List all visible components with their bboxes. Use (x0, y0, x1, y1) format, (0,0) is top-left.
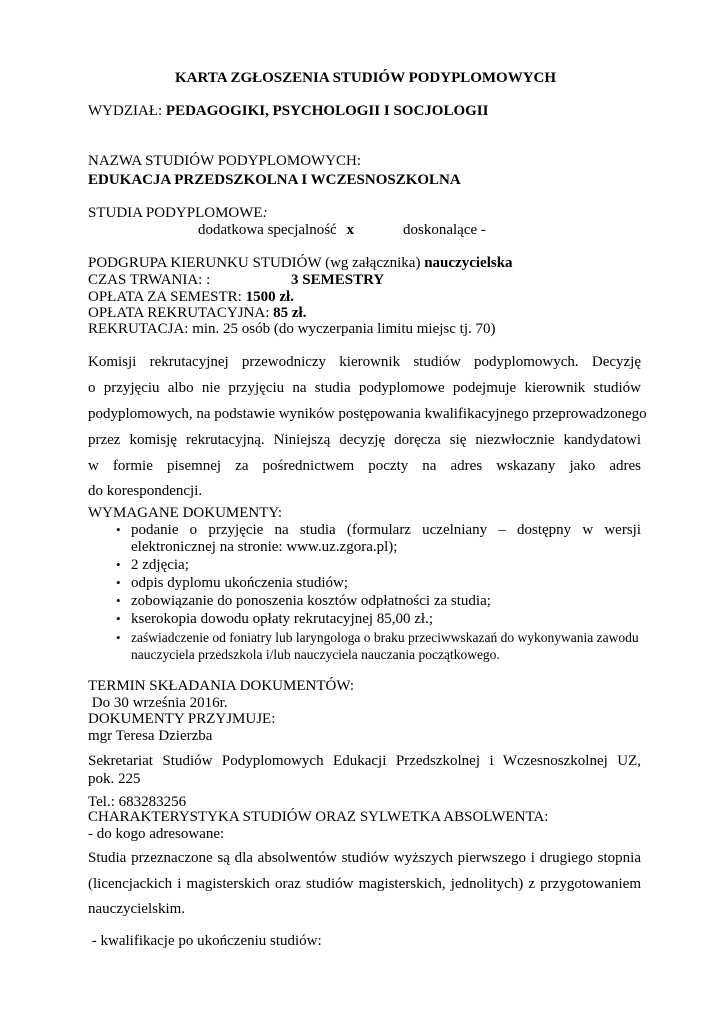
accepts-person: mgr Teresa Dzierzba (88, 728, 213, 744)
paragraph-line: podyplomowych, na podstawie wyników postępowania kwalifikacyjnego przeprowadzonego (88, 406, 647, 422)
duration-value: 3 SEMESTRY (291, 272, 385, 288)
studies-type-improve: doskonalące - (403, 222, 486, 238)
studies-type-colon: : (262, 205, 268, 221)
bullet-icon: • (116, 575, 121, 590)
specialty-label: dodatkowa specjalność (198, 222, 337, 238)
office-room: pok. 225 (88, 771, 141, 787)
bullet-icon: • (116, 522, 121, 537)
deadline-value: Do 30 września 2016r. (88, 695, 228, 711)
document-title: KARTA ZGŁOSZENIA STUDIÓW PODYPLOMOWYCH (175, 70, 557, 86)
paragraph-line: nauczycielskim. (88, 901, 186, 917)
paragraph-line: o przyjęciu albo nie przyjęciu na studia podyplomowe podejmuje kierownik studiów (88, 380, 641, 396)
list-item: odpis dyplomu ukończenia studiów; (131, 575, 349, 591)
paragraph-line: w formie pisemnej za pośrednictwem poczty na adres wskazany jako adres (88, 458, 641, 474)
list-item-continuation: elektronicznej na stronie: www.uz.zgora.pl); (131, 539, 398, 555)
bullet-icon: • (116, 593, 121, 608)
subgroup-line (88, 255, 513, 272)
duration-label: CZAS TRWANIA: : (88, 272, 211, 288)
studies-name-value: EDUKACJA PRZEDSZKOLNA I WCZESNOSZKOLNA (88, 172, 461, 188)
list-item: 2 zdjęcia; (131, 557, 189, 573)
fee-value: 1500 zł. (245, 289, 294, 305)
list-item: zaświadczenie od foniatry lub laryngologa o braku przeciwwskazań do wykonywania zawodu (131, 630, 639, 645)
addressed-label: - do kogo adresowane: (88, 826, 225, 842)
bullet-icon: • (116, 557, 121, 572)
paragraph-line: (licencjackich i magisterskich oraz studiów magisterskich, jednolitych) z przygotowaniem (88, 876, 641, 892)
recruitment-line: REKRUTACJA: min. 25 osób (do wyczerpania limitu miejsc tj. 70) (88, 321, 496, 337)
faculty-line (88, 103, 488, 120)
list-item-continuation: nauczyciela przedszkola i/lub nauczyciela nauczania początkowego. (131, 647, 500, 662)
faculty-label: WYDZIAŁ: (88, 103, 163, 119)
paragraph-line: Komisji rekrutacyjnej przewodniczy kierownik studiów podyplomowych. Decyzję (88, 354, 641, 370)
specialty-mark: x (346, 222, 354, 238)
studies-type-specialty (198, 222, 354, 239)
paragraph-line: do korespondencji. (88, 483, 203, 499)
recruitment-fee-value: 85 zł. (273, 305, 307, 321)
deadline-label: TERMIN SKŁADANIA DOKUMENTÓW: (88, 678, 355, 694)
studies-type-text: STUDIA PODYPLOMOWE (88, 205, 263, 221)
recruitment-fee-line (88, 305, 306, 322)
subgroup-value: nauczycielska (424, 255, 513, 271)
paragraph-line: Studia przeznaczone są dla absolwentów studiów wyższych pierwszego i drugiego stopnia (88, 850, 641, 866)
required-docs-label: WYMAGANE DOKUMENTY: (88, 505, 283, 521)
qualifications-label: - kwalifikacje po ukończeniu studiów: (88, 933, 322, 949)
bullet-icon: • (116, 630, 121, 645)
characteristics-label: CHARAKTERYSTYKA STUDIÓW ORAZ SYLWETKA ABSOLWENTA: (88, 809, 549, 825)
fee-line (88, 289, 294, 306)
subgroup-label: PODGRUPA KIERUNKU STUDIÓW (wg załącznika) (88, 255, 421, 271)
bullet-icon: • (116, 611, 121, 626)
list-item: kserokopia dowodu opłaty rekrutacyjnej 85,00 zł.; (131, 611, 434, 627)
list-item: podanie o przyjęcie na studia (formularz uczelniany – dostępny w wersji (131, 522, 641, 538)
studies-name-label: NAZWA STUDIÓW PODYPLOMOWYCH: (88, 153, 362, 169)
recruitment-fee-label: OPŁATA REKRUTACYJNA: (88, 305, 270, 321)
office-line: Sekretariat Studiów Podyplomowych Edukacji Przedszkolnej i Wczesnoszkolnej UZ, (88, 753, 641, 769)
phone-number: Tel.: 683283256 (88, 794, 187, 810)
studies-type-label (88, 205, 268, 222)
faculty-value: PEDAGOGIKI, PSYCHOLOGII I SOCJOLOGII (165, 103, 489, 119)
fee-label: OPŁATA ZA SEMESTR: (88, 289, 242, 305)
paragraph-line: przez komisję rekrutacyjną. Niniejszą decyzję doręcza się niezwłocznie kandydatowi (88, 432, 641, 448)
accepts-label: DOKUMENTY PRZYJMUJE: (88, 711, 276, 727)
list-item: zobowiązanie do ponoszenia kosztów odpłatności za studia; (131, 593, 491, 609)
